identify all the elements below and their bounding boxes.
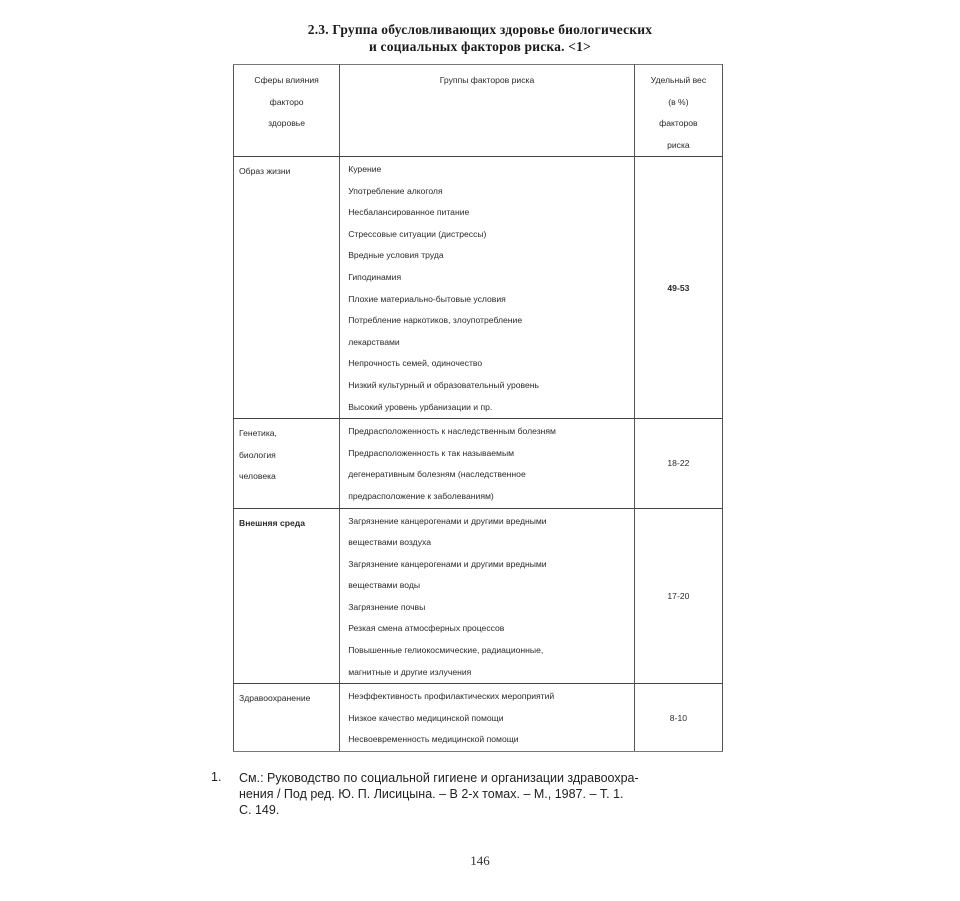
- table-title-line-2: и социальных факторов риска. <1>: [368, 39, 592, 54]
- factor-item: Потребление наркотиков, злоупотребление: [348, 315, 523, 326]
- sphere-label: человека: [239, 471, 276, 482]
- risk-factors-table: [233, 64, 723, 752]
- table-header-row: [234, 65, 723, 157]
- share-cell: [634, 684, 722, 752]
- factor-item: Стрессовые ситуации (дистрессы): [348, 228, 487, 239]
- header-groups: [340, 65, 635, 157]
- footnote-line: С. 149.: [239, 803, 280, 817]
- header-share-line: факторов: [659, 118, 698, 128]
- table-row: [234, 508, 723, 684]
- factor-item: Вредные условия труда: [348, 250, 444, 261]
- header-groups-line: Группы факторов риска: [439, 75, 535, 85]
- factor-item: Плохие материально-бытовые условия: [348, 293, 506, 304]
- factor-item: лекарствами: [348, 336, 400, 347]
- sphere-label: Генетика,: [239, 428, 277, 439]
- share-value: 49-53: [667, 282, 690, 293]
- header-sphere-line: факторо: [269, 96, 304, 107]
- table-row: [234, 684, 723, 752]
- factors-cell: [340, 157, 635, 419]
- header-share-line: (в %): [668, 96, 689, 107]
- factor-item: Загрязнение почвы: [348, 601, 426, 612]
- factor-item: Повышенные гелиокосмические, радиационные,: [348, 645, 544, 656]
- factor-item: Гиподинамия: [348, 271, 402, 282]
- factor-item: веществами воды: [348, 580, 421, 591]
- table-row: [234, 157, 723, 419]
- header-share: [634, 65, 722, 157]
- header-sphere: [234, 65, 340, 157]
- table-title-line-1: 2.3. Группа обусловливающих здоровье биологических: [307, 22, 653, 37]
- factor-item: Предрасположенность к наследственным болезням: [348, 426, 556, 437]
- factor-item: предрасположение к заболеваниям): [348, 490, 494, 501]
- footnote-line: См.: Руководство по социальной гигиене и организации здравоохра-: [239, 771, 639, 785]
- factor-item: Непрочность семей, одиночество: [348, 358, 483, 369]
- share-cell: [634, 508, 722, 684]
- factor-item: Предрасположенность к так называемым: [348, 447, 515, 458]
- factors-cell: [340, 508, 635, 684]
- header-share-line: Удельный вес: [650, 75, 707, 85]
- share-value: 18-22: [667, 458, 690, 469]
- factors-cell: [340, 684, 635, 752]
- factor-item: Неэффективность профилактических мероприятий: [348, 691, 555, 702]
- header-sphere-line: Сферы влияния: [254, 75, 319, 85]
- sphere-cell: [234, 157, 340, 419]
- footnote-marker: 1.: [211, 770, 222, 784]
- factor-item: Высокий уровень урбанизации и пр.: [348, 401, 493, 412]
- sphere-cell: [234, 419, 340, 508]
- factor-item: Употребление алкоголя: [348, 185, 443, 196]
- sphere-label: Внешняя среда: [239, 517, 305, 528]
- share-value: 8-10: [669, 712, 687, 723]
- factor-item: Низкое качество медицинской помощи: [348, 712, 504, 723]
- share-cell: [634, 157, 722, 419]
- factor-item: Резкая смена атмосферных процессов: [348, 623, 505, 634]
- factor-item: Курение: [348, 164, 382, 174]
- page-number: 146: [470, 853, 490, 868]
- header-share-line: риска: [667, 139, 690, 150]
- sphere-cell: [234, 684, 340, 752]
- factor-item: дегенеративным болезням (наследственное: [348, 469, 526, 480]
- factor-item: Несвоевременность медицинской помощи: [348, 734, 519, 745]
- header-sphere-line: здоровье: [268, 118, 306, 128]
- factor-item: веществами воздуха: [348, 537, 431, 548]
- sphere-label: биология: [239, 449, 276, 460]
- factors-cell: [340, 419, 635, 508]
- share-cell: [634, 419, 722, 508]
- footnote-line: нения / Под ред. Ю. П. Лисицына. – В 2-х томах. – М., 1987. – Т. 1.: [239, 787, 624, 801]
- share-value: 17-20: [667, 590, 690, 601]
- factor-item: Загрязнение канцерогенами и другими вредными: [348, 515, 547, 526]
- sphere-label: Образ жизни: [239, 166, 291, 176]
- factor-item: магнитные и другие излучения: [348, 666, 472, 677]
- table-row: [234, 419, 723, 508]
- factor-item: Несбалансированное питание: [348, 207, 470, 218]
- factor-item: Загрязнение канцерогенами и другими вредными: [348, 558, 547, 569]
- factor-item: Низкий культурный и образовательный уровень: [348, 379, 540, 390]
- sphere-label: Здравоохранение: [239, 693, 311, 704]
- footnote-text: [239, 770, 759, 818]
- sphere-cell: [234, 508, 340, 684]
